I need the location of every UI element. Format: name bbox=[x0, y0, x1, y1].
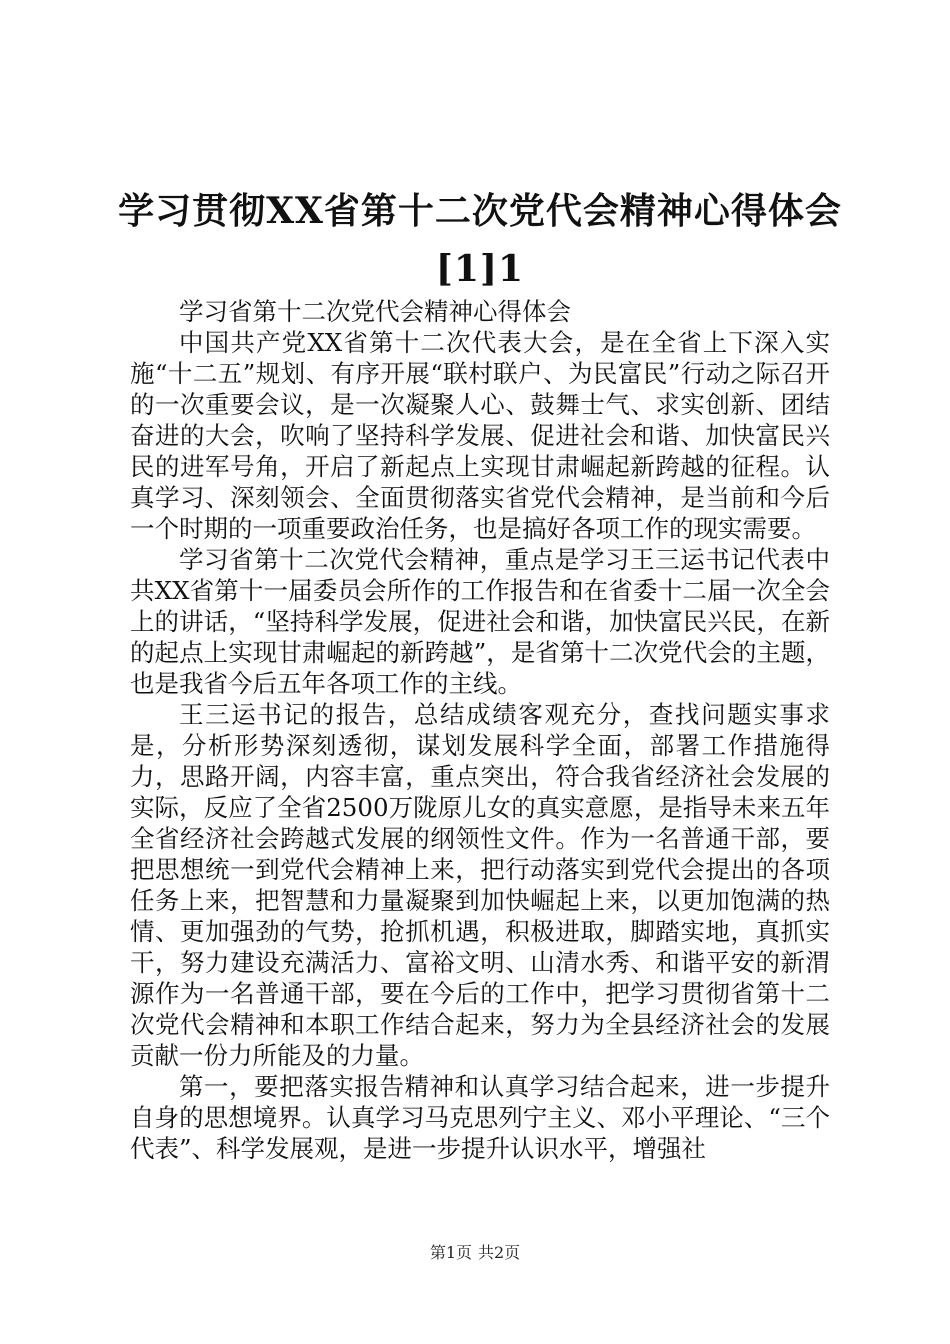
paragraph: 第一，要把落实报告精神和认真学习结合起来，进一步提升自身的思想境界。认真学习马克思列宁主义、邓小平理论、“三个代表”、科学发展观，是进一步提升认识水平，增强社 bbox=[130, 1072, 830, 1163]
paragraph: 中国共产党XX省第十二次代表大会，是在全省上下深入实施“十二五”规划、有序开展“联村联户、为民富民”行动之际召开的一次重要会议，是一次凝聚人心、鼓舞士气、求实创新、团结奋进的大会，吹响了坚持科学发展、促进社会和谐、加快富民兴民的进军号角，开启了新起点上实现甘肃崛起新跨越的征程。认真学习、深刻领会、全面贯彻落实省党代会精神，是当前和今后一个时期的一项重要政治任务，也是搞好各项工作的现实需要。 bbox=[130, 328, 830, 543]
page-footer bbox=[0, 1243, 950, 1263]
page-number-total: 共2页 bbox=[478, 1243, 521, 1262]
paragraph-subtitle: 学习省第十二次党代会精神心得体会 bbox=[179, 297, 571, 326]
paragraph: 王三运书记的报告，总结成绩客观充分，查找问题实事求是，分析形势深刻透彻，谋划发展科学全面，部署工作措施得力，思路开阔，内容丰富，重点突出，符合我省经济社会发展的实际，反应了全省2500万陇原儿女的真实意愿，是指导未来五年全省经济社会跨越式发展的纲领性文件。作为一名普通干部，要把思想统一到党代会精神上来，把行动落实到党代会提出的各项任务上来，把智慧和力量凝聚到加快崛起上来，以更加饱满的热情、更加强劲的气势，抢抓机遇，积极进取，脚踏实地，真抓实干，努力建设充满活力、富裕文明、山清水秀、和谐平安的新渭源作为一名普通干部，要在今后的工作中，把学习贯彻省第十二次党代会精神和本职工作结合起来，努力为全县经济社会的发展贡献一份力所能及的力量。 bbox=[130, 700, 830, 1070]
paragraph: 学习省第十二次党代会精神，重点是学习王三运书记代表中共XX省第十一届委员会所作的工作报告和在省委十二届一次全会上的讲话，“坚持科学发展，促进社会和谐，加快富民兴民，在新的起点上实现甘肃崛起的新跨越”，是省第十二次党代会的主题，也是我省今后五年各项工作的主线。 bbox=[130, 545, 830, 698]
document-title: 学习贯彻XX省第十二次党代会精神心得体会[1]1 bbox=[118, 190, 842, 290]
page-number-current: 第1页 bbox=[429, 1243, 472, 1262]
document-body bbox=[130, 296, 830, 1164]
